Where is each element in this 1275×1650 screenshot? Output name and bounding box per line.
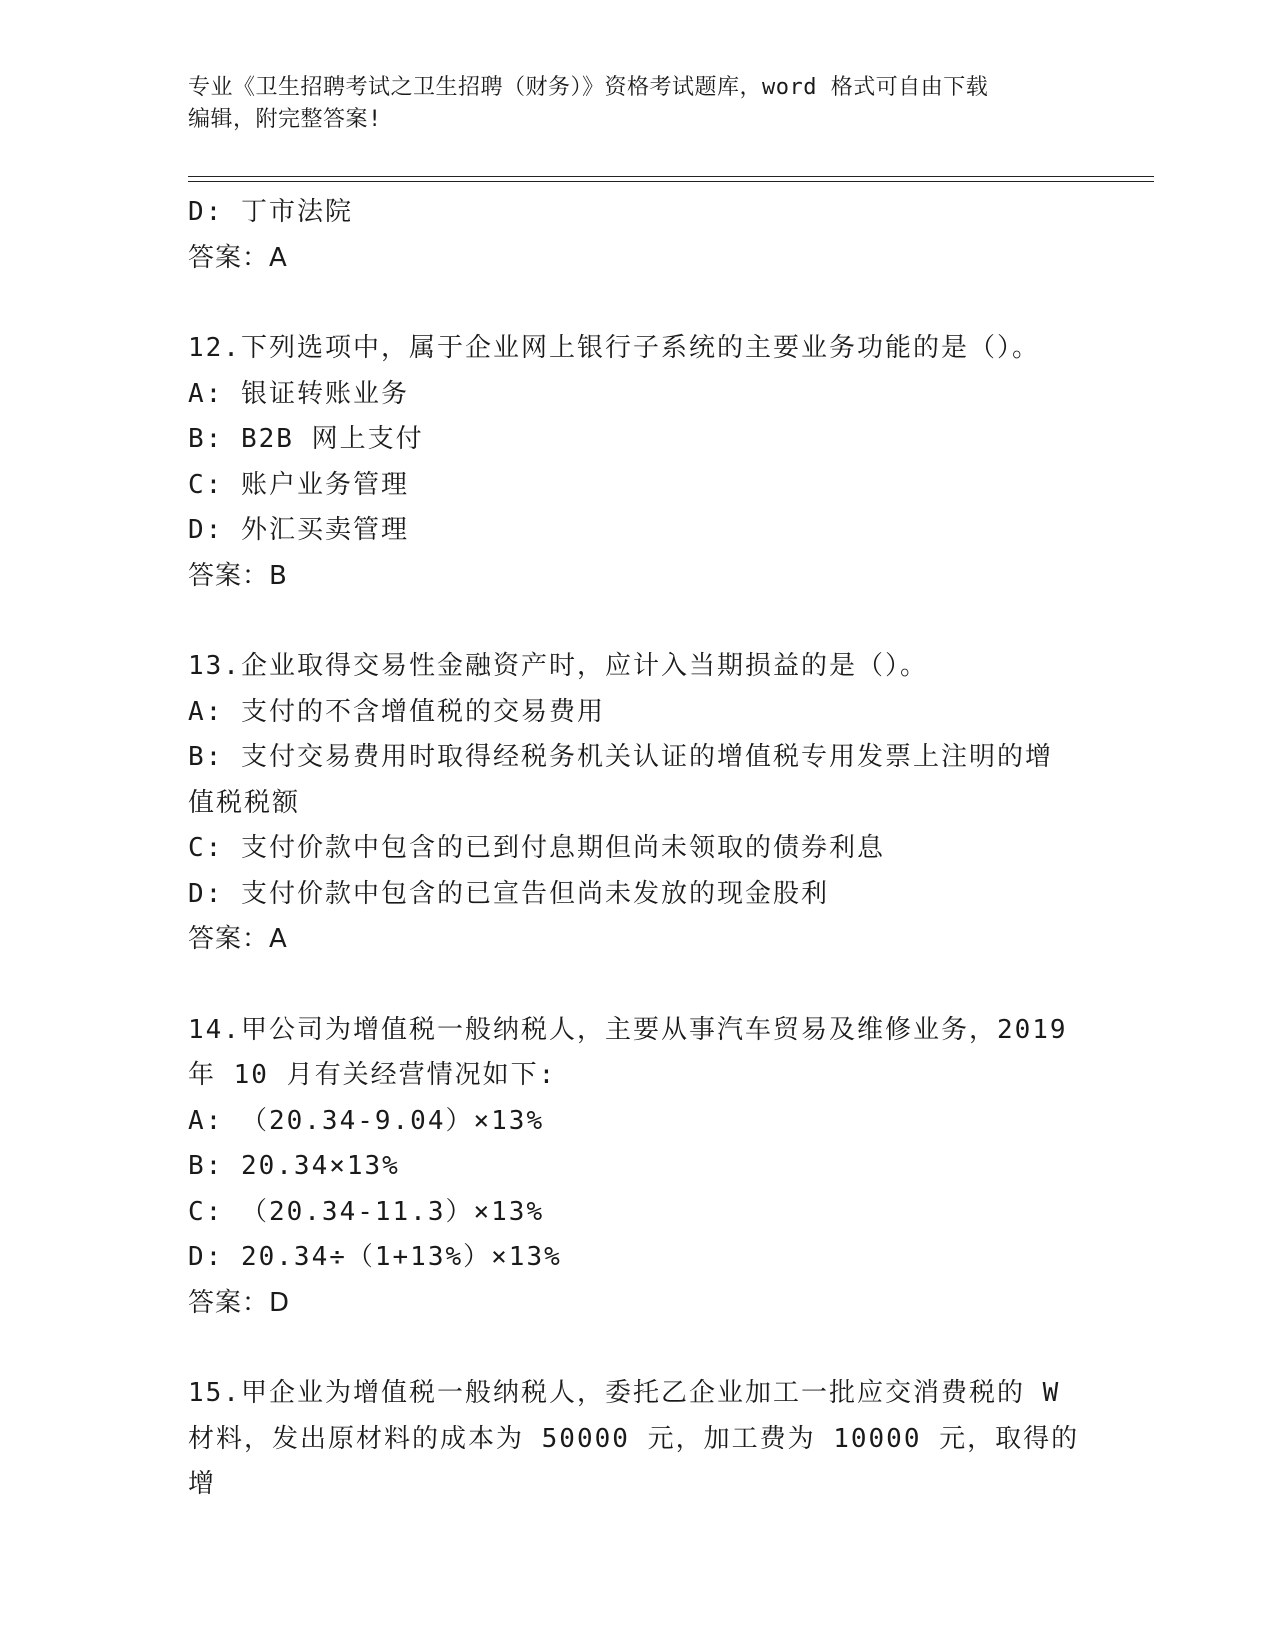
q14-question-line-1: 14.甲公司为增值税一般纳税人，主要从事汽车贸易及维修业务，2019 (188, 1014, 1068, 1045)
q13-option-b-line-2: 值税税额 (188, 787, 301, 818)
q15-question-line-2: 材料，发出原材料的成本为 50000 元，加工费为 10000 元，取得的增 (188, 1423, 1080, 1499)
q12-answer: 答案：B (188, 560, 288, 591)
question-12-block (188, 326, 1088, 599)
q14-question-line-2: 年 10 月有关经营情况如下: (188, 1060, 557, 1090)
q11-option-d: D: 丁市法院 (188, 197, 353, 227)
document-header (188, 72, 1088, 136)
question-content (188, 190, 1088, 1508)
q13-option-b-line-1: B: 支付交易费用时取得经税务机关认证的增值税专用发票上注明的增 (188, 742, 1053, 772)
q12-option-c: C: 账户业务管理 (188, 469, 409, 500)
q12-option-a: A: 银证转账业务 (188, 378, 409, 409)
spacer (188, 1326, 1088, 1371)
question-15-block (188, 1371, 1088, 1508)
q12-question: 12.下列选项中，属于企业网上银行子系统的主要业务功能的是（）。 (188, 333, 1040, 363)
q13-option-d: D: 支付价款中包含的已宣告但尚未发放的现金股利 (188, 878, 829, 909)
q13-option-a: A: 支付的不含增值税的交易费用 (188, 696, 605, 727)
q14-option-c: C: （20.34-11.3）×13% (188, 1196, 545, 1227)
spacer (188, 963, 1088, 1008)
spacer (188, 281, 1088, 326)
q12-option-d: D: 外汇买卖管理 (188, 515, 409, 545)
spacer (188, 599, 1088, 644)
header-line-2: 编辑，附完整答案! (188, 107, 382, 132)
q11-answer: 答案：A (188, 242, 288, 273)
question-14-block (188, 1008, 1088, 1327)
q13-question: 13.企业取得交易性金融资产时，应计入当期损益的是（）。 (188, 651, 928, 681)
q15-question-line-1: 15.甲企业为增值税一般纳税人，委托乙企业加工一批应交消费税的 W (188, 1378, 1061, 1408)
header-divider-bottom (188, 181, 1154, 182)
q13-answer: 答案：A (188, 924, 288, 954)
header-line-1: 专业《卫生招聘考试之卫生招聘（财务）》资格考试题库，word 格式可自由下载 (188, 75, 989, 100)
q12-option-b: B: B2B 网上支付 (188, 424, 424, 454)
q14-option-d: D: 20.34÷（1+13%）×13% (188, 1242, 562, 1272)
q14-answer: 答案：D (188, 1287, 291, 1318)
q14-option-b: B: 20.34×13% (188, 1151, 400, 1181)
q14-option-a: A: （20.34-9.04）×13% (188, 1105, 545, 1136)
q13-option-c: C: 支付价款中包含的已到付息期但尚未领取的债券利息 (188, 833, 885, 863)
question-11-block (188, 190, 1088, 281)
header-divider-top (188, 176, 1154, 177)
question-13-block (188, 644, 1088, 963)
